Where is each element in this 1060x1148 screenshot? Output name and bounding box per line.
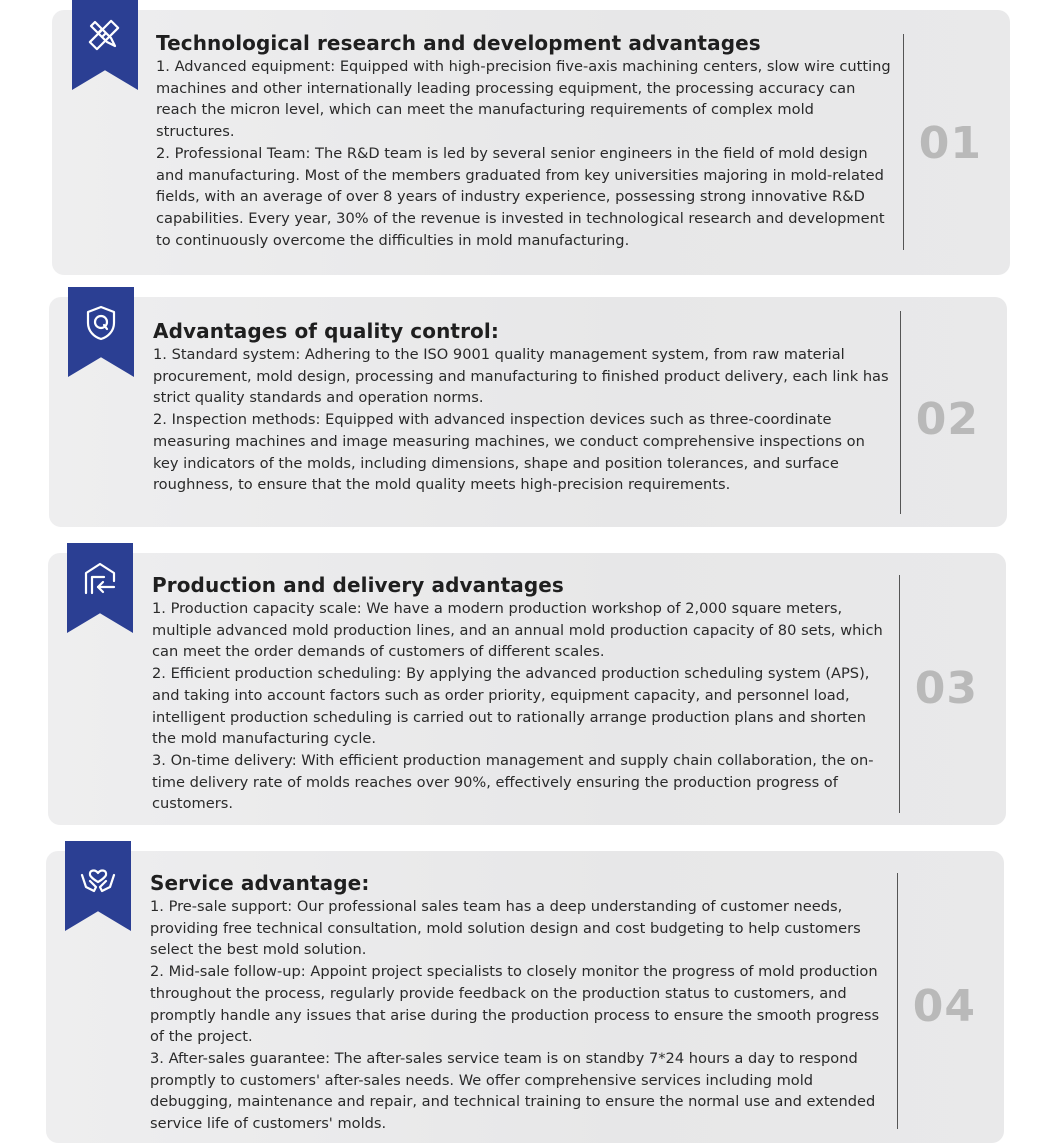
pencil-ruler-icon xyxy=(85,16,125,56)
section-paragraph: 1. Standard system: Adhering to the ISO 9001 quality management system, from raw material procurement, mold design, processing and manufacturing to finished product delivery, each link has strict quality standards and operation norms. xyxy=(153,346,889,407)
section-content xyxy=(153,318,889,496)
section-ribbon xyxy=(65,841,131,931)
section-card-3 xyxy=(48,553,1006,825)
section-divider xyxy=(900,311,901,514)
section-paragraph: 3. After-sales guarantee: The after-sales service team is on standby 7*24 hours a day to respond promptly to customers' after-sales needs. We offer comprehensive services including mold debugging, maintenance and repair, and technical training to ensure the normal use and extended service life of customers' molds. xyxy=(150,1049,876,1133)
section-number: 02 xyxy=(915,394,979,445)
section-paragraph: 1. Production capacity scale: We have a modern production workshop of 2,000 square meters, multiple advanced mold production lines, and an annual mold production capacity of 80 sets, which can meet the order demands of customers of different scales. xyxy=(152,600,883,661)
section-number: 03 xyxy=(914,663,978,714)
section-paragraph: 2. Inspection methods: Equipped with advanced inspection devices such as three-coordinate measuring machines and image measuring machines, we conduct comprehensive inspections on key indicators of the molds, including dimensions, shape and position tolerances, and surface roughness, to ensure that the mold quality meets high-precision requirements. xyxy=(153,411,865,494)
section-paragraph: 2. Professional Team: The R&D team is led by several senior engineers in the field of mold design and manufacturing. Most of the members graduated from key universities majoring in mold-related fields, with an average of over 8 years of industry experience, possessing strong innovative R&D capabilities. Every year, 30% of the revenue is invested in technological research and development to continuously overcome the difficulties in mold manufacturing. xyxy=(156,144,885,249)
section-title: Service advantage: xyxy=(150,871,370,895)
section-divider xyxy=(903,34,904,250)
hands-heart-icon xyxy=(78,857,118,897)
section-ribbon xyxy=(67,543,133,633)
section-paragraph: 1. Pre-sale support: Our professional sales team has a deep understanding of customer needs, providing free technical consultation, mold solution design and cost budgeting to help customers select the best mold solution. xyxy=(150,898,861,959)
section-divider xyxy=(899,575,900,813)
section-content xyxy=(150,870,886,1135)
section-divider xyxy=(897,873,898,1129)
section-content xyxy=(156,30,892,251)
section-paragraph: 3. On-time delivery: With efficient production management and supply chain collaboration, the on-time delivery rate of molds reaches over 90%, effectively ensuring the production progress of customers. xyxy=(152,751,874,813)
section-ribbon xyxy=(72,0,138,90)
section-title: Advantages of quality control: xyxy=(153,319,499,343)
section-paragraph: 2. Efficient production scheduling: By applying the advanced production scheduling system (APS), and taking into account factors such as order priority, equipment capacity, and personnel load, intelligent production scheduling is carried out to rationally arrange production plans and shorten the mold manufacturing cycle. xyxy=(152,665,870,748)
section-ribbon xyxy=(68,287,134,377)
section-content xyxy=(152,572,888,815)
section-title: Production and delivery advantages xyxy=(152,573,564,597)
section-number: 04 xyxy=(912,981,976,1032)
warehouse-arrow-icon xyxy=(80,559,120,599)
section-card-4 xyxy=(46,851,1004,1143)
section-card-1 xyxy=(52,10,1010,275)
shield-q-icon xyxy=(81,303,121,343)
section-card-2 xyxy=(49,297,1007,527)
section-paragraph: 1. Advanced equipment: Equipped with high-precision five-axis machining centers, slow wire cutting machines and other internationally leading processing equipment, the processing accuracy can reach the micron level, which can meet the manufacturing requirements of complex mold structures. xyxy=(156,58,891,141)
section-paragraph: 2. Mid-sale follow-up: Appoint project specialists to closely monitor the progress of mold production throughout the process, regularly provide feedback on the production status to customers, and promptly handle any issues that arise during the production process to ensure the smooth progress of the project. xyxy=(150,963,880,1046)
section-title: Technological research and development advantages xyxy=(156,31,761,55)
section-number: 01 xyxy=(918,118,982,169)
